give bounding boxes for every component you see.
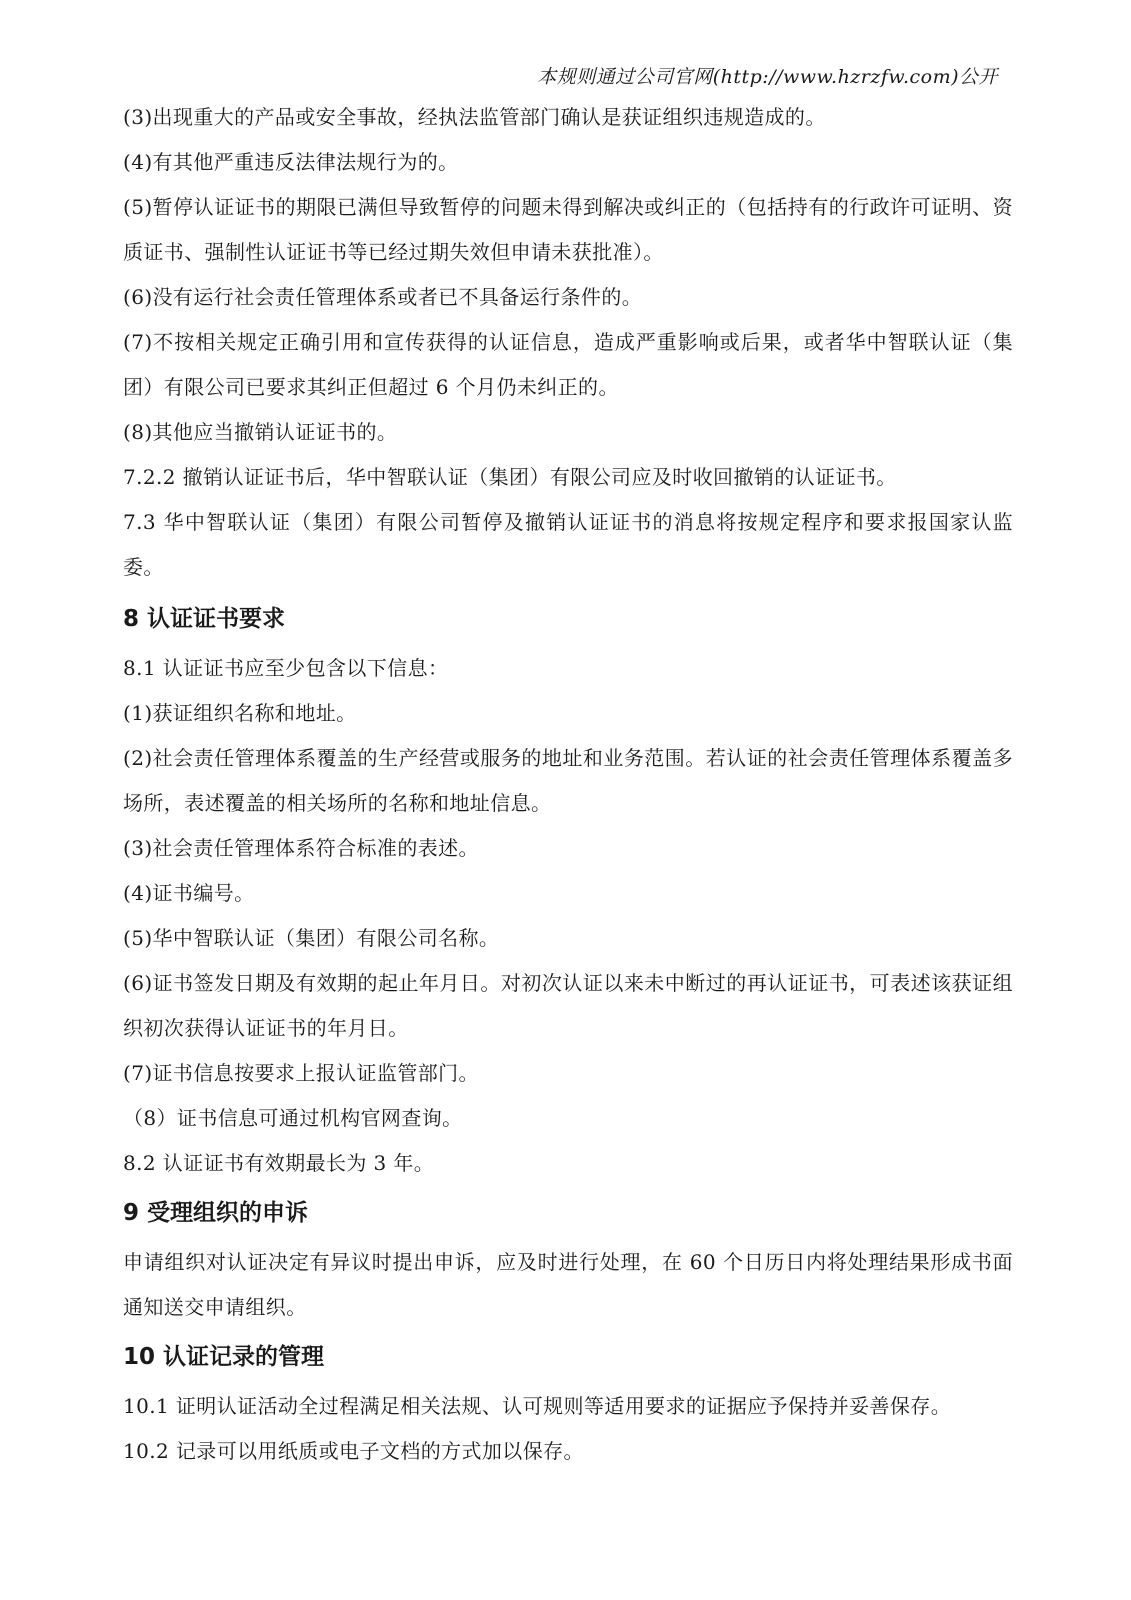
paragraph: (6)证书签发日期及有效期的起止年月日。对初次认证以来未中断过的再认证证书，可表述该获证组织初次获得认证证书的年月日。 <box>123 971 1013 1040</box>
paragraph: (3)出现重大的产品或安全事故，经执法监管部门确认是获证组织违规造成的。 <box>123 105 826 129</box>
paragraph: （8）证书信息可通过机构官网查询。 <box>123 1106 463 1130</box>
section-heading-8: 8 认证证书要求 <box>123 606 286 632</box>
section-heading-9: 9 受理组织的申诉 <box>123 1200 309 1226</box>
paragraph: 7.2.2 撤销认证证书后，华中智联认证（集团）有限公司应及时收回撤销的认证证书。 <box>123 465 897 489</box>
paragraph: (5)华中智联认证（集团）有限公司名称。 <box>123 926 500 950</box>
paragraph: (7)证书信息按要求上报认证监管部门。 <box>123 1061 479 1085</box>
paragraph: (7)不按相关规定正确引用和宣传获得的认证信息，造成严重影响或后果，或者华中智联认证（集团）有限公司已要求其纠正但超过 6 个月仍未纠正的。 <box>123 330 1013 399</box>
paragraph: (1)获证组织名称和地址。 <box>123 701 357 725</box>
section-heading-10: 10 认证记录的管理 <box>123 1344 325 1370</box>
paragraph: (4)证书编号。 <box>123 881 255 905</box>
paragraph: (6)没有运行社会责任管理体系或者已不具备运行条件的。 <box>123 285 643 309</box>
paragraph: (5)暂停认证证书的期限已满但导致暂停的问题未得到解决或纠正的（包括持有的行政许可证明、资质证书、强制性认证证书等已经过期失效但申请未获批准）。 <box>123 195 1013 264</box>
paragraph: 申请组织对认证决定有异议时提出申诉，应及时进行处理，在 60 个日历日内将处理结果形成书面通知送交申请组织。 <box>123 1250 1013 1319</box>
paragraph: (2)社会责任管理体系覆盖的生产经营或服务的地址和业务范围。若认证的社会责任管理体系覆盖多场所，表述覆盖的相关场所的名称和地址信息。 <box>123 746 1013 815</box>
paragraph: 7.3 华中智联认证（集团）有限公司暂停及撤销认证证书的消息将按规定程序和要求报国家认监委。 <box>123 510 1013 579</box>
document-body <box>123 95 1013 1474</box>
paragraph: (8)其他应当撤销认证证书的。 <box>123 420 398 444</box>
paragraph: (4)有其他严重违反法律法规行为的。 <box>123 150 459 174</box>
paragraph: 8.2 认证证书有效期最长为 3 年。 <box>123 1151 435 1175</box>
paragraph: (3)社会责任管理体系符合标准的表述。 <box>123 836 479 860</box>
header-note: 本规则通过公司官网(http://www.hzrzfw.com)公开 <box>537 66 998 88</box>
paragraph: 10.2 记录可以用纸质或电子文档的方式加以保存。 <box>123 1439 584 1463</box>
paragraph: 10.1 证明认证活动全过程满足相关法规、认可规则等适用要求的证据应予保持并妥善保存。 <box>123 1394 952 1418</box>
paragraph: 8.1 认证证书应至少包含以下信息： <box>123 656 449 680</box>
